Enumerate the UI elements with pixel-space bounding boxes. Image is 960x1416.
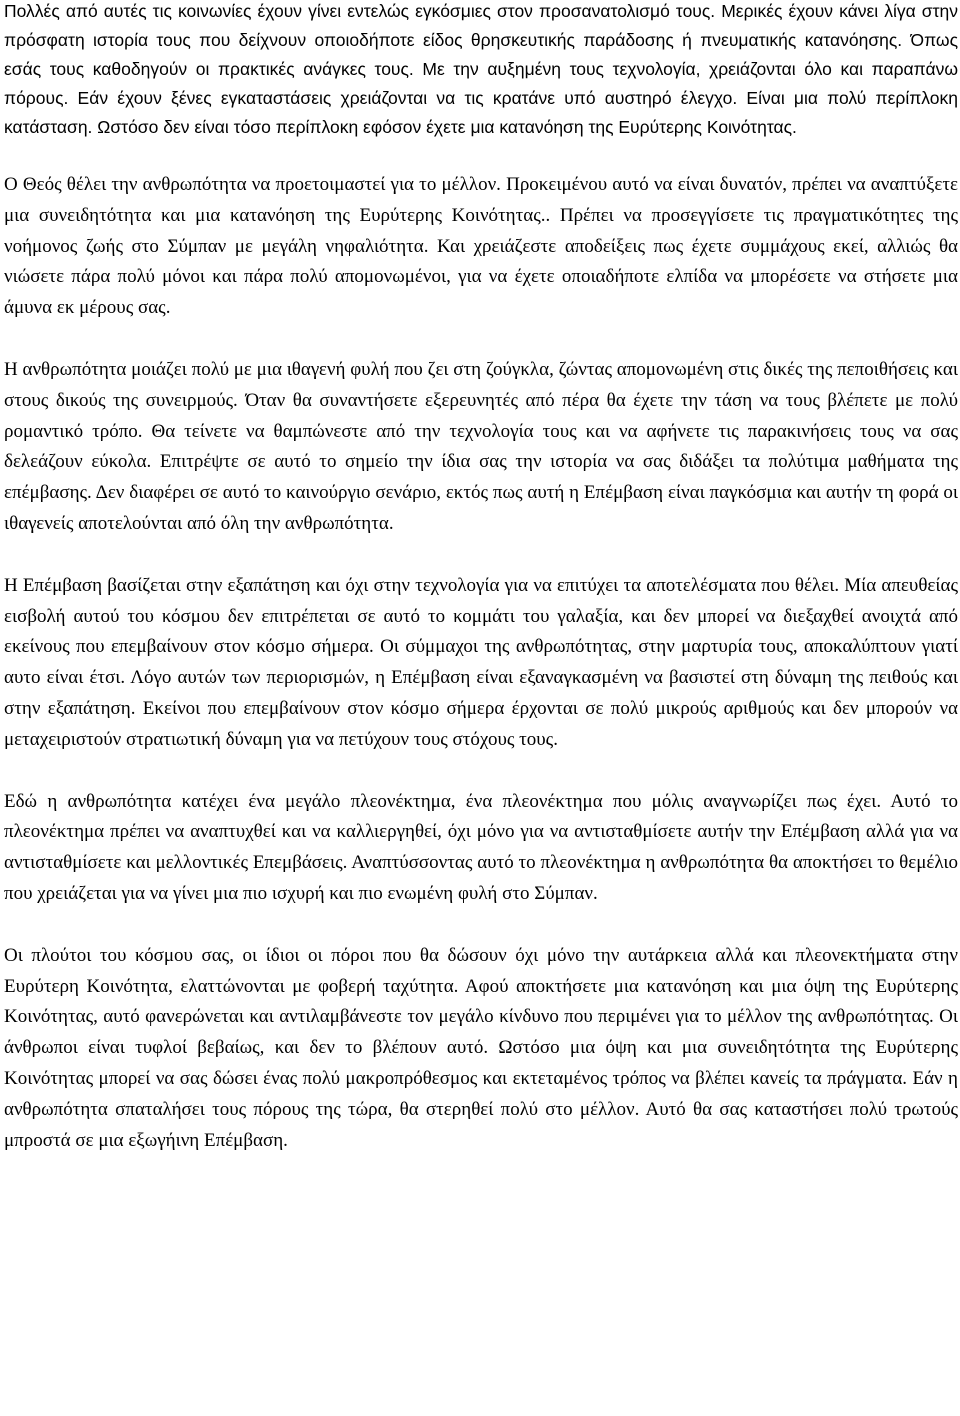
paragraph-1: Πολλές από αυτές τις κοινωνίες έχουν γίνει εντελώς εγκόσμιες στον προσανατολισμό τους. Μερικές έχουν κάνει λίγα στην πρόσφατη ιστορία τους που δείχνουν οποιοδήποτε είδος θρησκευτικής παράδοσης ή πνευματικής κατανόησης. Όπως εσάς τους καθοδηγούν οι πρακτικές ανάγκες τους. Με την αυξημένη τους τεχνολογία, χρειάζονται όλο και παραπάνω πόρους. Εάν έχουν ξένες εγκαταστάσεις χρειάζονται να τις κρατάνε υπό αυστηρό έλεγχο. Είναι μια πολύ περίπλοκη κατάσταση. Ωστόσο δεν είναι τόσο περίπλοκη εφόσον έχετε μια κατανόηση της Ευρύτερης Κοινότητας. — [4, 1, 958, 137]
paragraph-4: Η Επέμβαση βασίζεται στην εξαπάτηση και όχι στην τεχνολογία για να επιτύχει τα αποτελέσματα που θέλει. Μία απευθείας εισβολή αυτού του κόσμου δεν επιτρέπεται σε αυτό το κομμάτι του γαλαξία, και δεν μπορεί να διεξαχθεί ανοιχτά από εκείνους που επεμβαίνουν στον κόσμο σήμερα. Οι σύμμαχοι της ανθρωπότητας, στην μαρτυρία τους, αποκαλύπτουν γιατί αυτο είναι έτσι. Λόγο αυτών των περιορισμών, η Επέμβαση είναι εξαναγκασμένη να βασιστεί στη δύναμη της πειθούς και στην εξαπάτηση. Εκείνοι που επεμβαίνουν στον κόσμο σήμερα έρχονται σε πολύ μικρούς αριθμούς και δεν μπορούν να μεταχειριστούν στρατιωτική δύναμη για να πετύχουν τους στόχους τους. — [4, 574, 958, 750]
paragraph-2: Ο Θεός θέλει την ανθρωπότητα να προετοιμαστεί για το μέλλον. Προκειμένου αυτό να είναι δυνατόν, πρέπει να αναπτύξετε μια συνειδητότητα και μια κατανόηση της Ευρύτερης Κοινότητας.. Πρέπει να προσεγγίσετε τις πραγματικότητες της νοήμονος ζωής στο Σύμπαν με μεγάλη νηφαλιότητα. Και χρειάζεστε αποδείξεις πως έχετε συμμάχους εκεί, αλλιώς θα νιώσετε πάρα πολύ μόνοι και πάρα πολύ απομονωμένοι, για να έχετε οποιαδήποτε ελπίδα να μπορέσετε να στήσετε μια άμυνα εκ μέρους σας. — [4, 174, 958, 319]
paragraph-5: Εδώ η ανθρωπότητα κατέχει ένα μεγάλο πλεονέκτημα, ένα πλεονέκτημα που μόλις αναγνωρίζει πως έχει. Αυτό το πλεονέκτημα πρέπει να αναπτυχθεί και να καλλιεργηθεί, όχι μόνο για να αντισταθμίσετε αυτήν την Επέμβαση αλλά για να αντισταθμίσετε και μελλοντικές Επεμβάσεις. Αναπτύσσοντας αυτό το πλεονέκτημα η ανθρωπότητα θα αποκτήσει το θεμέλιο που χρειάζεται για να γίνει μια πιο ισχυρή και πιο ενωμένη φυλή στο Σύμπαν. — [4, 790, 958, 904]
paragraph-6: Οι πλούτοι του κόσμου σας, οι ίδιοι οι πόροι που θα δώσουν όχι μόνο την αυτάρκεια αλλά και πλεονεκτήματα στην Ευρύτερη Κοινότητα, ελαττώνονται με φοβερή ταχύτητα. Αφού αποκτήσετε μια κατανόηση και μια όψη της Ευρύτερης Κοινότητας, αυτό φανερώνεται και αντιλαμβάνεστε τον μεγάλο κίνδυνο που περιμένει για το μέλλον της ανθρωπότητας. Οι άνθρωποι είναι τυφλοί βεβαίως, και δεν το βλέπουν αυτό. Ωστόσο μια όψη και μια συνειδητότητα της Ευρύτερης Κοινότητας μπορεί να σας δώσει ένας πολύ μακροπρόθεσμος και εκτεταμένος τρόπος να βλέπει κανείς τα πράγματα. Εάν η ανθρωπότητα σπαταλήσει τους πόρους της τώρα, θα στερηθεί πολύ στο μέλλον. Αυτό θα σας καταστήσει πολύ τρωτούς μπροστά σε μια εξωγήινη Επέμβαση. — [4, 944, 958, 1151]
paragraph-3: Η ανθρωπότητα μοιάζει πολύ με μια ιθαγενή φυλή που ζει στη ζούγκλα, ζώντας απομονωμένη στις δικές της πεποιθήσεις και στους δικούς της συνειρμούς. Όταν θα συναντήσετε εξερευνητές από πέρα θα έχετε την τάση να τους βλέπετε με πολύ ρομαντικό τρόπο. Θα τείνετε να θαμπώνεστε από την τεχνολογία τους και να αφήνετε τις παρακινήσεις τους να σας δελεάζουν εύκολα. Επιτρέψτε σε αυτό το σημείο την ίδια σας την ιστορία να σας διδάξει τα πολύτιμα μαθήματα της επέμβασης. Δεν διαφέρει σε αυτό το καινούργιο σενάριο, εκτός πως αυτή η Επέμβαση είναι παγκόσμια και αυτήν τη φορά οι ιθαγενείς αποτελούνται από όλη την ανθρωπότητα. — [4, 358, 958, 534]
